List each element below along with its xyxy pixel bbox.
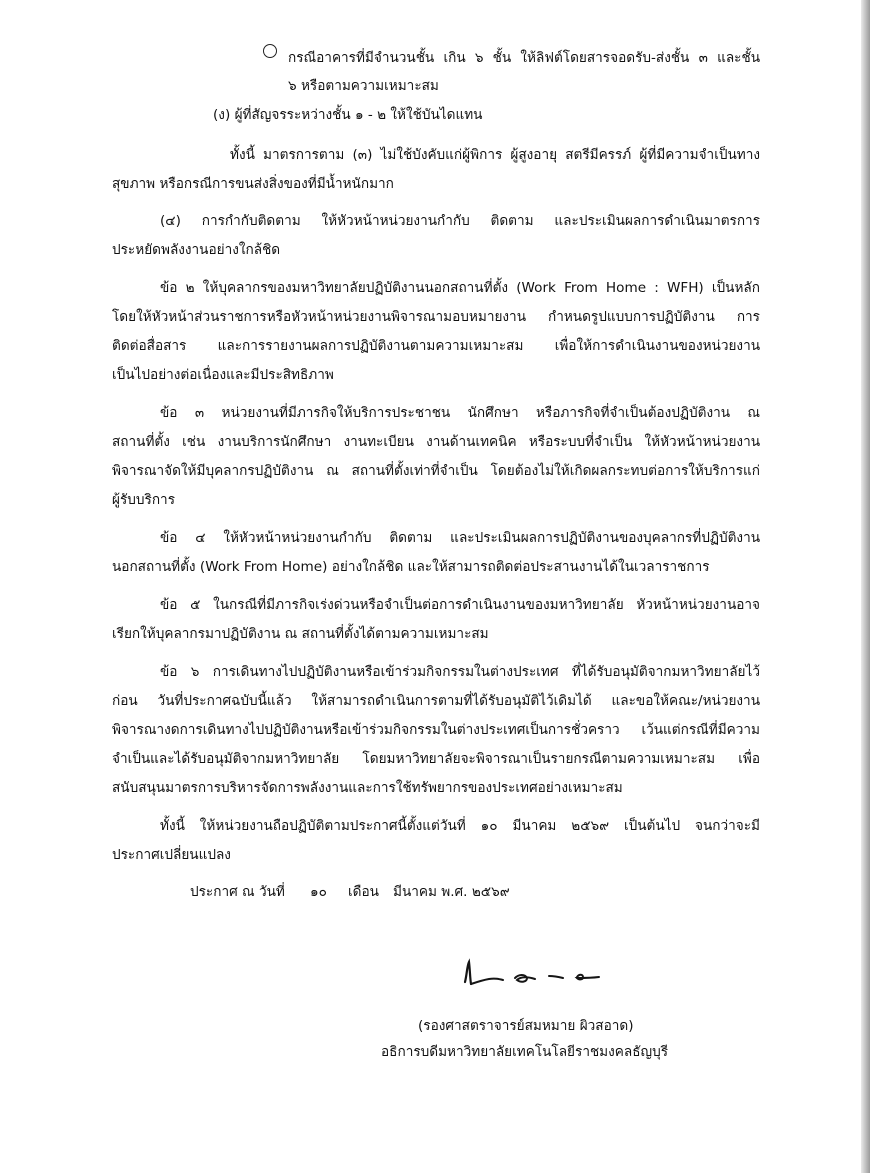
text-line: ประกาศเปลี่ยนแปลง bbox=[112, 847, 231, 863]
text-line: กรณีอาคารที่มีจำนวนชั้น เกิน ๖ ชั้น ให้ลิฟต์โดยสารจอดรับ-ส่งชั้น ๓ และชั้น bbox=[288, 50, 760, 66]
text-line: ๖ หรือตามความเหมาะสม bbox=[288, 78, 439, 94]
text-line: ทั้งนี้ ให้หน่วยงานถือปฏิบัติตามประกาศนี้ตั้งแต่วันที่ ๑๐ มีนาคม ๒๕๖๙ เป็นต้นไป จนกว่าจะมี bbox=[160, 818, 760, 834]
announce-month-year: มีนาคม พ.ศ. ๒๕๖๙ bbox=[393, 884, 510, 900]
text-line: ข้อ ๕ ในกรณีที่มีภารกิจเร่งด่วนหรือจำเป็นต่อการดำเนินงานของมหาวิทยาลัย หัวหน้าหน่วยงานอาจ bbox=[160, 597, 760, 613]
text-line: โดยให้หัวหน้าส่วนราชการหรือหัวหน้าหน่วยงานพิจารณามอบหมายงาน กำหนดรูปแบบการปฏิบัติงาน การ bbox=[112, 309, 760, 325]
text-line: นอกสถานที่ตั้ง (Work From Home) อย่างใกล้ชิด และให้สามารถติดต่อประสานงานได้ในเวลาราชการ bbox=[112, 559, 710, 575]
text-line: ข้อ ๓ หน่วยงานที่มีภารกิจให้บริการประชาชน นักศึกษา หรือภารกิจที่จำเป็นต้องปฏิบัติงาน ณ bbox=[160, 405, 760, 421]
text-line: พิจารณางดการเดินทางไปปฏิบัติงานหรือเข้าร่วมกิจกรรมในต่างประเทศเป็นการชั่วคราว เว้นแต่กรณีที่มีความ bbox=[112, 722, 760, 738]
handwritten-signature bbox=[455, 952, 615, 996]
announce-day: ๑๐ bbox=[310, 884, 327, 900]
announce-date-prefix: ประกาศ ณ วันที่ bbox=[190, 884, 285, 900]
text-line: จำเป็นและได้รับอนุมัติจากมหาวิทยาลัย โดยมหาวิทยาลัยจะพิจารณาเป็นรายกรณีตามความเหมาะสม เพื่อ bbox=[112, 751, 760, 767]
scan-edge-shadow bbox=[861, 0, 870, 1173]
bullet-circle-icon bbox=[263, 44, 277, 58]
text-line: ติดต่อสื่อสาร และการรายงานผลการปฏิบัติงานตามความเหมาะสม เพื่อให้การดำเนินงานของหน่วยงาน bbox=[112, 338, 760, 354]
text-line: ก่อน วันที่ประกาศฉบับนี้แล้ว ให้สามารถดำเนินการตามที่ได้รับอนุมัติไว้เดิมได้ และขอให้คณะ/หน่วยงาน bbox=[112, 693, 760, 709]
text-line: สถานที่ตั้ง เช่น งานบริการนักศึกษา งานทะเบียน งานด้านเทคนิค หรือระบบที่จำเป็น ให้หัวหน้าหน่วยงาน bbox=[112, 434, 760, 450]
text-line: ทั้งนี้ มาตรการตาม (๓) ไม่ใช้บังคับแก่ผู้พิการ ผู้สูงอายุ สตรีมีครรภ์ ผู้ที่มีความจำเป็นทาง bbox=[230, 147, 760, 163]
text-line: เป็นไปอย่างต่อเนื่องและมีประสิทธิภาพ bbox=[112, 367, 334, 383]
text-line: ผู้รับบริการ bbox=[112, 492, 175, 508]
signatory-name: (รองศาสตราจารย์สมหมาย ผิวสอาด) bbox=[418, 1018, 634, 1034]
text-line: (ง) ผู้ที่สัญจรระหว่างชั้น ๑ - ๒ ให้ใช้บันไดแทน bbox=[213, 107, 483, 123]
text-line: ประหยัดพลังงานอย่างใกล้ชิด bbox=[112, 242, 281, 258]
text-line: (๔) การกำกับติดตาม ให้หัวหน้าหน่วยงานกำกับ ติดตาม และประเมินผลการดำเนินมาตรการ bbox=[160, 213, 760, 229]
text-line: ข้อ ๖ การเดินทางไปปฏิบัติงานหรือเข้าร่วมกิจกรรมในต่างประเทศ ที่ได้รับอนุมัติจากมหาวิทยาลัยไว้ bbox=[160, 664, 760, 680]
signatory-title: อธิการบดีมหาวิทยาลัยเทคโนโลยีราชมงคลธัญบุรี bbox=[381, 1044, 669, 1060]
text-line: สนับสนุนมาตรการบริหารจัดการพลังงานและการใช้ทรัพยากรของประเทศอย่างเหมาะสม bbox=[112, 780, 623, 796]
text-line: เรียกให้บุคลากรมาปฏิบัติงาน ณ สถานที่ตั้งได้ตามความเหมาะสม bbox=[112, 626, 489, 642]
text-line: พิจารณาจัดให้มีบุคลากรปฏิบัติงาน ณ สถานที่ตั้งเท่าที่จำเป็น โดยต้องไม่ให้เกิดผลกระทบต่อการให้บริการแก่ bbox=[112, 463, 760, 479]
text-line: ข้อ ๒ ให้บุคลากรของมหาวิทยาลัยปฏิบัติงานนอกสถานที่ตั้ง (Work From Home : WFH) เป็นหลัก bbox=[160, 280, 760, 296]
text-line: สุขภาพ หรือกรณีการขนส่งสิ่งของที่มีน้ำหนักมาก bbox=[112, 176, 394, 192]
text-line: ข้อ ๔ ให้หัวหน้าหน่วยงานกำกับ ติดตาม และประเมินผลการปฏิบัติงานของบุคลากรที่ปฏิบัติงาน bbox=[160, 530, 760, 546]
announce-month-label: เดือน bbox=[348, 884, 379, 900]
